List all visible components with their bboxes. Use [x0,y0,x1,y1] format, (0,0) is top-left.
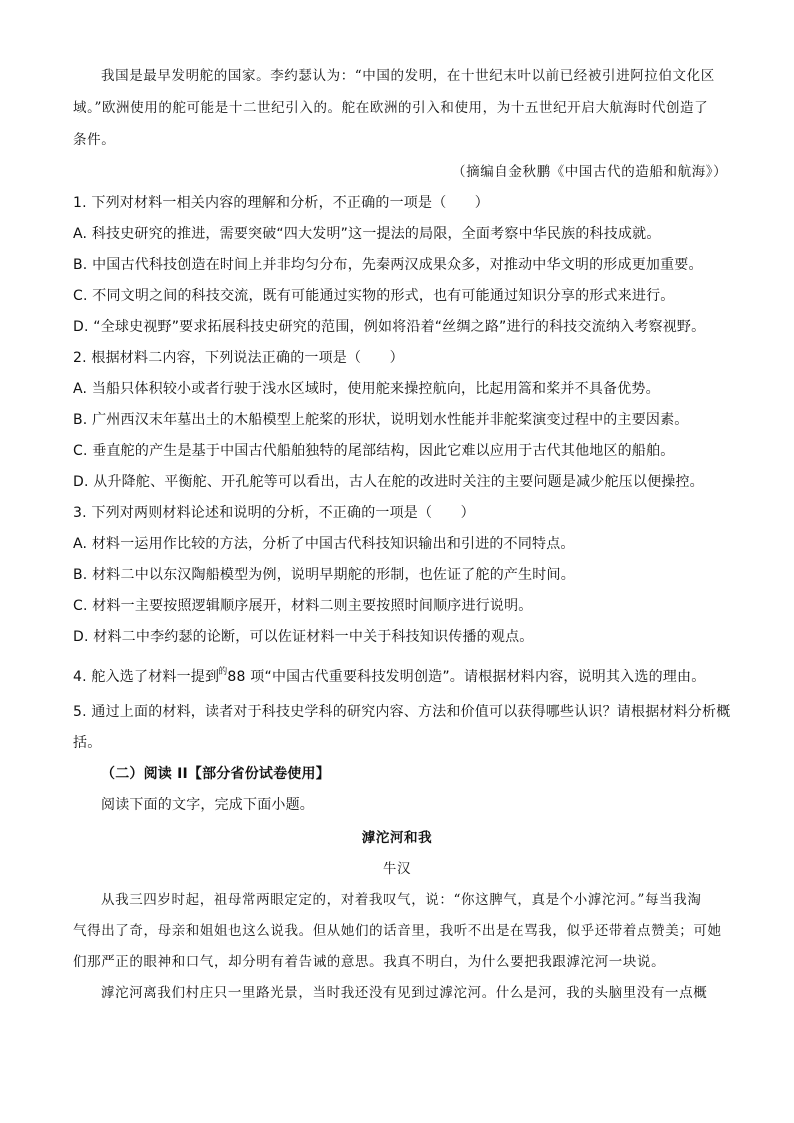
question-1-option-c: C. 不同文明之间的科技交流，既有可能通过实物的形式，也有可能通过知识分享的形式来进行。 [73,288,675,304]
question-2-option-d: D. 从升降舵、平衡舵、开孔舵等可以看出，古人在舵的改进时关注的主要问题是减少舵压以便操控。 [73,474,704,490]
question-4-stem-before: 4. 舵入选了材料一提到 [73,669,220,685]
essay-paragraph-line: 们那严正的眼神和口气，却分明有着告诫的意思。我真不明白，为什么要把我跟滹沱河一块说。 [73,954,666,970]
material-paragraph-line: 我国是最早发明舵的国家。李约瑟认为：“中国的发明，在十世纪末叶以前已经被引进阿拉伯文化区 [101,68,715,84]
question-1-option-b: B. 中国古代科技创造在时间上并非均匀分布，先秦两汉成果众多，对推动中华文明的形成更加重要。 [73,257,703,273]
question-3-option-c: C. 材料一主要按照逻辑顺序展开，材料二则主要按照时间顺序进行说明。 [73,598,533,614]
section-heading: （二）阅读 II【部分省份试卷使用】 [101,766,330,782]
section-instruction: 阅读下面的文字，完成下面小题。 [101,797,314,813]
question-2-option-c: C. 垂直舵的产生是基于中国古代船舶独特的尾部结构，因此它难以应用于古代其他地区的船舶。 [73,443,675,459]
question-4-stem [73,668,705,688]
essay-paragraph-line: 从我三四岁时起，祖母常两眼定定的，对着我叹气，说：“你这脾气，真是个小滹沱河。”每当我淘 [101,892,702,908]
question-5-stem-line: 5. 通过上面的材料，读者对于科技史学科的研究内容、方法和价值可以获得哪些认识？请根据材料分析概 [73,704,731,720]
question-3-option-b: B. 材料二中以东汉陶船模型为例，说明早期舵的形制，也佐证了舵的产生时间。 [73,567,575,583]
question-1-option-a: A. 科技史研究的推进，需要突破“四大发明”这一提法的局限，全面考察中华民族的科技成就。 [73,226,661,242]
essay-paragraph-line: 气得出了奇，母亲和姐姐也这么说我。但从她们的话音里，我听不出是在骂我，似乎还带着点赞美；可她 [73,923,722,939]
question-1-stem: 1. 下列对材料一相关内容的理解和分析，不正确的一项是（ ） [73,195,490,211]
essay-title: 滹沱河和我 [361,830,433,846]
question-3-option-a: A. 材料一运用作比较的方法，分析了中国古代科技知识输出和引进的不同特点。 [73,536,575,552]
question-3-stem: 3. 下列对两则材料论述和说明的分析，不正确的一项是（ ） [73,505,475,521]
question-2-option-a: A. 当船只体积较小或者行驶于浅水区域时，使用舵来操控航向，比起用篙和桨并不具备优势。 [73,381,660,397]
question-5-stem-line: 括。 [73,735,102,751]
question-1-option-d: D. “全球史视野”要求拓展科技史研究的范围，例如将沿着“丝绸之路”进行的科技交流纳入考察视野。 [73,319,706,335]
essay-author: 牛汉 [382,861,412,877]
question-2-stem: 2. 根据材料二内容，下列说法正确的一项是（ ） [73,350,404,366]
material-paragraph-line: 域。”欧洲使用的舵可能是十二世纪引入的。舵在欧洲的引入和使用，为十五世纪开启大航海时代创造了 [73,100,709,116]
question-2-option-b: B. 广州西汉末年墓出土的木船模型上舵桨的形状，说明划水性能并非舵桨演变过程中的主要因素。 [73,412,689,428]
material-paragraph-line: 条件。 [73,132,116,148]
essay-paragraph-line: 滹沱河离我们村庄只一里路光景，当时我还没有见到过滹沱河。什么是河，我的头脑里没有一点概 [101,985,708,1001]
material-source: （摘编自金秋鹏《中国古代的造船和航海》） [452,164,728,180]
question-3-option-d: D. 材料二中李约瑟的论断，可以佐证材料一中关于科技知识传播的观点。 [73,629,534,645]
question-4-superscript: 的 [218,667,228,677]
question-4-stem-after: 88 项“中国古代重要科技发明创造”。请根据材料内容，说明其入选的理由。 [227,669,706,685]
